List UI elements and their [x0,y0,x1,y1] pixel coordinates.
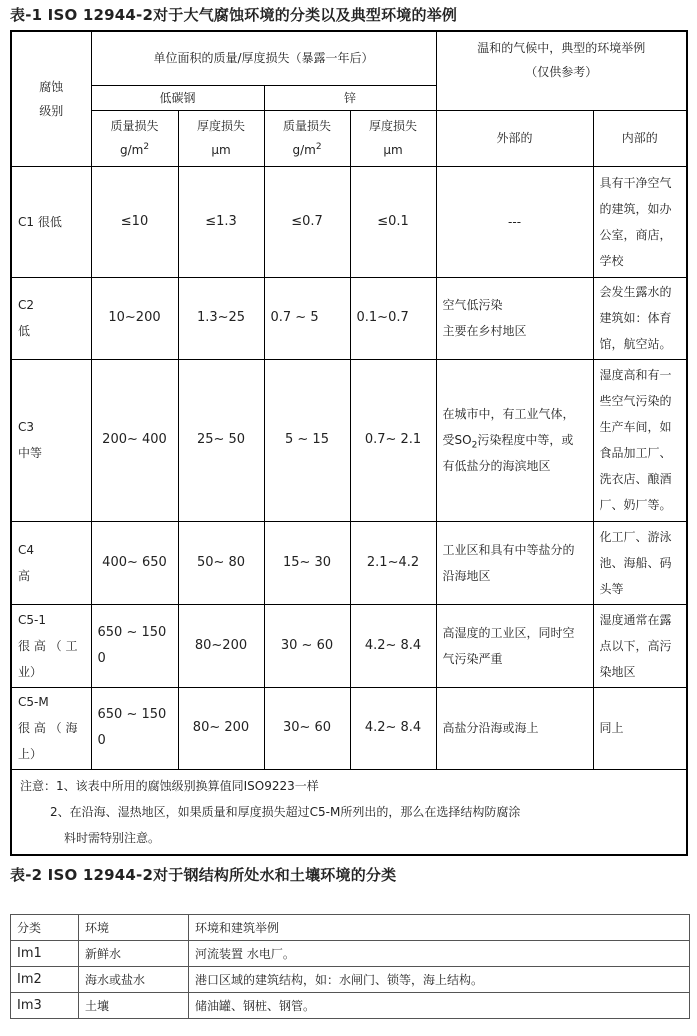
steel-thick-cell: ≤1.3 [178,166,264,277]
table-row [11,941,690,967]
steel-thick-cell: 80~ 200 [178,687,264,769]
outdoor-cell: 在城市中，有工业气体， 受$SO_2$污染程度中等，或 有低盐分的海滨地区 [436,359,593,521]
table-row [11,521,687,604]
examples-cell: 储油罐、钢桩、钢管。 [189,993,690,1019]
grade-cell: C4 高 [11,521,91,604]
zinc-thick-cell: 0.1~0.7 [350,277,436,359]
indoor-cell: 同上 [593,687,687,769]
table1-title: 表-1 ISO 12944-2对于大气腐蚀环境的分类以及典型环境的举例 [10,6,458,24]
grade-cell: C1 很低 [11,166,91,277]
zinc-mass-cell: ≤0.7 [264,166,350,277]
examples-cell: 港口区域的建筑结构，如：水闸门、锁等，海上结构。 [189,967,690,993]
environment-cell: 土壤 [79,993,189,1019]
header-grade: 腐蚀 级别 [11,31,91,166]
header-zinc: 锌 [264,85,436,110]
steel-mass-cell: 400~ 650 [91,521,178,604]
header-indoor: 内部的 [593,110,687,166]
environment-cell: 海水或盐水 [79,967,189,993]
header-steel: 低碳钢 [91,85,264,110]
zinc-mass-cell: 5 ~ 15 [264,359,350,521]
table-row [11,993,690,1019]
zinc-mass-cell: 15~ 30 [264,521,350,604]
water-soil-table [10,914,690,1019]
grade-cell: C2 低 [11,277,91,359]
header-loss-group: 单位面积的质量/厚度损失（暴露一年后） [91,31,436,85]
header-zinc-mass: 质量损失 $g/m^2$ [264,110,350,166]
indoor-cell: 湿度通常在露 点以下，高污 染地区 [593,604,687,687]
header-steel-thick: 厚度损失 μm [178,110,264,166]
steel-mass-cell: 200~ 400 [91,359,178,521]
zinc-mass-cell: 30 ~ 60 [264,604,350,687]
grade-cell: C3 中等 [11,359,91,521]
zinc-thick-cell: 4.2~ 8.4 [350,687,436,769]
table-row [11,277,687,359]
indoor-cell: 会发生露水的 建筑如：体育 馆，航空站。 [593,277,687,359]
outdoor-cell: 高盐分沿海或海上 [436,687,593,769]
notes-row [11,769,687,855]
atmospheric-corrosion-table [10,30,688,856]
zinc-thick-cell: 4.2~ 8.4 [350,604,436,687]
category-cell: Im2 [11,967,79,993]
grade-cell: C5-1 很 高 （ 工 业） [11,604,91,687]
steel-mass-cell: 10~200 [91,277,178,359]
table-header-row [11,915,690,941]
header-category: 分类 [11,915,79,941]
table2-title: 表-2 ISO 12944-2对于钢结构所处水和土壤环境的分类 [10,866,397,884]
header-environment: 环境 [79,915,189,941]
steel-mass-cell: 650 ~ 150 0 [91,687,178,769]
outdoor-cell: 工业区和具有中等盐分的 沿海地区 [436,521,593,604]
table-row [11,604,687,687]
table-row [11,967,690,993]
steel-thick-cell: 25~ 50 [178,359,264,521]
outdoor-cell: --- [436,166,593,277]
table-row [11,166,687,277]
category-cell: Im1 [11,941,79,967]
indoor-cell: 化工厂、游泳 池、海船、码 头等 [593,521,687,604]
steel-thick-cell: 1.3~25 [178,277,264,359]
note-line: 料时需特别注意。 [64,830,161,845]
table-row [11,359,687,521]
table-row [11,687,687,769]
header-env-group: 温和的气候中，典型的环境举例 （仅供参考） [436,31,687,110]
zinc-thick-cell: 0.7~ 2.1 [350,359,436,521]
examples-cell: 河流装置 水电厂。 [189,941,690,967]
outdoor-cell: 空气低污染 主要在乡村地区 [436,277,593,359]
note-line: 注意：1、该表中所用的腐蚀级别换算值同ISO9223一样 [20,778,319,793]
steel-mass-cell: 650 ~ 150 0 [91,604,178,687]
grade-cell: C5-M 很 高 （ 海 上） [11,687,91,769]
header-examples: 环境和建筑举例 [189,915,690,941]
zinc-mass-cell: 30~ 60 [264,687,350,769]
steel-thick-cell: 50~ 80 [178,521,264,604]
header-steel-mass: 质量损失 $g/m^2$ [91,110,178,166]
header-zinc-thick: 厚度损失 μm [350,110,436,166]
zinc-thick-cell: ≤0.1 [350,166,436,277]
note-line: 2、在沿海、湿热地区，如果质量和厚度损失超过C5-M所列出的，那么在选择结构防腐涂 [50,804,521,819]
header-outdoor: 外部的 [436,110,593,166]
indoor-cell: 具有干净空气 的建筑，如办 公室，商店， 学校 [593,166,687,277]
zinc-mass-cell: 0.7 ~ 5 [264,277,350,359]
indoor-cell: 湿度高和有一 些空气污染的 生产车间，如 食品加工厂、 洗衣店、酿酒 厂、奶厂等。 [593,359,687,521]
steel-thick-cell: 80~200 [178,604,264,687]
category-cell: Im3 [11,993,79,1019]
outdoor-cell: 高湿度的工业区，同时空 气污染严重 [436,604,593,687]
notes-cell [11,769,687,855]
steel-mass-cell: ≤10 [91,166,178,277]
zinc-thick-cell: 2.1~4.2 [350,521,436,604]
environment-cell: 新鲜水 [79,941,189,967]
